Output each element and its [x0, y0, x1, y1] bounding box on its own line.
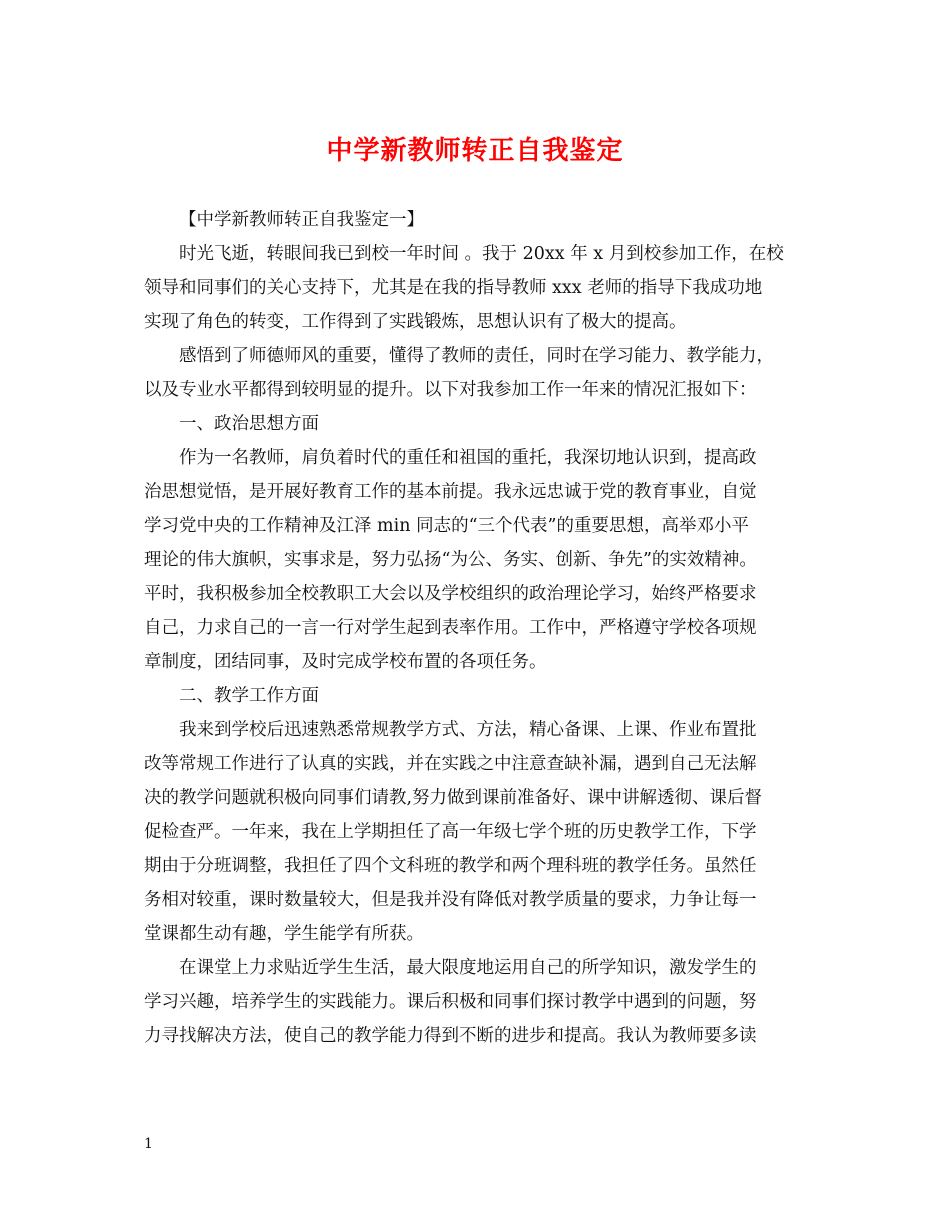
body-line: 领导和同事们的关心支持下，尤其是在我的指导教师 xxx 老师的指导下我成功地: [144, 278, 763, 298]
body-line: 章制度，团结同事，及时完成学校布置的各项任务。: [144, 652, 547, 672]
body-line: 学习党中央的工作精神及江泽 min 同志的“三个代表”的重要思想，高举邓小平: [144, 516, 749, 536]
document-body: [144, 203, 812, 1053]
body-line: 学习兴趣，培养学生的实践能力。课后积极和同事们探讨教学中遇到的问题，努: [144, 992, 757, 1012]
body-line: 我来到学校后迅速熟悉常规教学方式、方法，精心备课、上课、作业布置批: [179, 720, 757, 740]
body-line: 务相对较重，课时数量较大，但是我并没有降低对教学质量的要求，力争让每一: [144, 890, 757, 910]
body-line: 决的教学问题就积极向同事们请教,努力做到课前准备好、课中讲解透彻、课后督: [144, 788, 763, 808]
document-title: 中学新教师转正自我鉴定: [326, 136, 624, 166]
body-line: 二、教学工作方面: [179, 686, 319, 706]
body-line: 时光飞逝，转眼间我已到校一年时间 。我于 20xx 年 x 月到校参加工作，在校: [179, 244, 784, 264]
body-line: 理论的伟大旗帜，实事求是，努力弘扬“为公、务实、创新、争先”的实效精神。: [144, 550, 757, 570]
body-line: 作为一名教师，肩负着时代的重任和祖国的重托，我深切地认识到，提高政: [179, 448, 757, 468]
body-line: 改等常规工作进行了认真的实践，并在实践之中注意查缺补漏，遇到自己无法解: [144, 754, 757, 774]
body-line: 促检查严。一年来，我在上学期担任了高一年级七学个班的历史教学工作，下学: [144, 822, 757, 842]
body-line: 感悟到了师德师风的重要，懂得了教师的责任，同时在学习能力、教学能力，: [179, 346, 774, 366]
page-number: 1: [144, 1136, 153, 1152]
body-line: 实现了角色的转变，工作得到了实践锻炼，思想认识有了极大的提高。: [144, 312, 687, 332]
body-line: 【中学新教师转正自我鉴定一】: [179, 210, 424, 230]
body-line: 在课堂上力求贴近学生生活，最大限度地运用自己的所学知识，激发学生的: [179, 958, 757, 978]
body-line: 一、政治思想方面: [179, 414, 319, 434]
body-line: 治思想觉悟，是开展好教育工作的基本前提。我永远忠诚于党的教育事业，自觉: [144, 482, 757, 502]
body-line: 平时，我积极参加全校教职工大会以及学校组织的政治理论学习，始终严格要求: [144, 584, 757, 604]
body-line: 自己，力求自己的一言一行对学生起到表率作用。工作中，严格遵守学校各项规: [144, 618, 757, 638]
body-line: 堂课都生动有趣，学生能学有所获。: [144, 924, 424, 944]
body-line: 以及专业水平都得到较明显的提升。以下对我参加工作一年来的情况汇报如下：: [144, 380, 757, 400]
body-line: 力寻找解决方法，使自己的教学能力得到不断的进步和提高。我认为教师要多读: [144, 1026, 757, 1046]
body-line: 期由于分班调整，我担任了四个文科班的教学和两个理科班的教学任务。虽然任: [144, 856, 757, 876]
